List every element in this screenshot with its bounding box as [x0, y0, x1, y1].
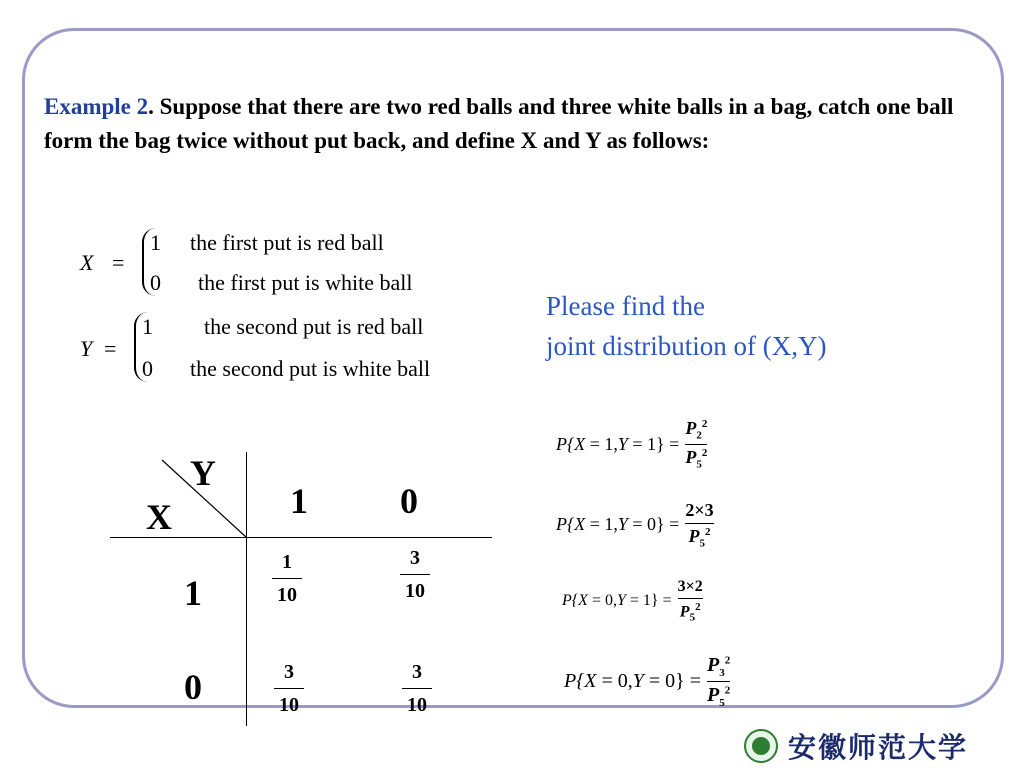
x-row-1-text: the first put is red ball: [190, 230, 384, 255]
x-row-2-text: the first put is white ball: [198, 270, 413, 295]
formula-1-yv: = 1} =: [627, 433, 680, 454]
formula-3-y: Y: [616, 591, 626, 609]
formula-4-den-sup: 2: [724, 684, 731, 697]
col-header-1: 1: [290, 481, 308, 521]
formula-3-p: P{: [562, 591, 579, 609]
cell-0-1-den: 10: [279, 694, 299, 716]
question-line-1: Please find the: [546, 291, 705, 321]
formula-1-x: X: [574, 433, 586, 454]
university-name: 安徽师范大学: [788, 731, 969, 764]
x-row-2-value: 0: [150, 270, 161, 295]
y-row-2-text: the second put is white ball: [190, 356, 431, 381]
formula-2-x: X: [574, 514, 586, 535]
formula-1-y: Y: [617, 433, 628, 454]
formula-4-num-sub: 3: [719, 667, 725, 679]
formula-4-xv: = 0,: [596, 670, 633, 692]
cell-1-1: [272, 550, 302, 607]
formula-3-den-sub: 5: [689, 611, 696, 624]
cell-0-1: [274, 660, 304, 717]
formula-4-y: Y: [632, 670, 644, 692]
cell-1-1-den: 10: [277, 584, 297, 606]
formula-1-xv: = 1,: [585, 433, 618, 454]
formula-4: [564, 654, 730, 709]
cell-1-0-den: 10: [405, 580, 425, 602]
y-var: Y: [80, 336, 93, 361]
formula-1-p: P{: [556, 433, 575, 454]
row-header-0: 0: [184, 667, 202, 707]
formula-1-num-p: P: [685, 418, 697, 438]
formula-1-den-sup: 2: [701, 446, 708, 459]
formula-2-yv: = 0} =: [627, 514, 680, 535]
example-text: . Suppose that there are two red balls and three white balls in a bag, catch one ball form the bag twice without put back, and define X and Y as follows:: [44, 94, 954, 153]
formula-2-den-sub: 5: [699, 537, 705, 550]
row-header-1: 1: [184, 573, 202, 613]
formula-3-den-p: P: [679, 603, 690, 621]
formula-3-x: X: [578, 591, 588, 609]
formula-1-num-sup: 2: [701, 418, 708, 430]
cell-1-0-num: 3: [410, 547, 420, 569]
formula-1: [556, 418, 707, 470]
formula-3-fraction: [678, 578, 703, 624]
cell-0-0: [402, 660, 432, 717]
cell-1-0: [400, 546, 430, 603]
formula-2-fraction: [685, 500, 713, 550]
formula-3: [562, 578, 703, 624]
y-row-1-value: 1: [142, 314, 153, 339]
formula-4-x: X: [584, 670, 597, 692]
formula-1-den-sub: 5: [696, 458, 702, 471]
x-eq: =: [112, 250, 125, 275]
formula-3-xv: = 0,: [587, 591, 617, 609]
y-header: Y: [190, 453, 216, 493]
formula-4-den-p: P: [707, 684, 720, 706]
formula-3-yv: = 1} =: [625, 591, 672, 609]
y-row-2-value: 0: [142, 356, 153, 381]
formula-4-den-sub: 5: [719, 697, 725, 709]
formula-4-num-p: P: [707, 654, 720, 676]
formula-2-numerator: 2×3: [685, 500, 714, 520]
formula-2-p: P{: [556, 514, 575, 535]
formula-1-fraction: [685, 418, 707, 470]
formula-2-y: Y: [617, 514, 628, 535]
table-vertical-rule: [246, 452, 247, 726]
x-var: X: [80, 250, 94, 275]
formula-4-yv: = 0} =: [643, 670, 702, 692]
col-header-0: 0: [400, 481, 418, 521]
formula-4-fraction: [707, 654, 730, 709]
example-label: Example 2: [44, 94, 149, 119]
formula-4-num-sup: 2: [724, 654, 731, 667]
university-seal-icon: [744, 729, 778, 763]
y-eq: =: [104, 336, 117, 361]
formula-3-numerator: 3×2: [677, 578, 703, 595]
x-header: X: [146, 497, 172, 537]
x-row-1-value: 1: [150, 230, 161, 255]
formula-4-p: P{: [564, 670, 585, 692]
formula-2-den-sup: 2: [704, 526, 711, 538]
formula-1-num-sub: 2: [696, 429, 702, 442]
university-logo: [744, 726, 968, 766]
cell-0-0-num: 3: [412, 661, 422, 683]
formula-2: [556, 500, 714, 550]
formula-1-den-p: P: [685, 446, 697, 467]
formula-2-xv: = 1,: [585, 514, 618, 535]
cell-0-0-den: 10: [407, 694, 427, 716]
y-row-1-text: the second put is red ball: [204, 314, 424, 339]
formula-2-den-p: P: [688, 526, 700, 546]
cell-0-1-num: 3: [284, 661, 294, 683]
cell-1-1-num: 1: [282, 551, 292, 573]
formula-3-den-sup: 2: [695, 601, 701, 613]
question-line-2: joint distribution of (X,Y): [546, 331, 827, 361]
